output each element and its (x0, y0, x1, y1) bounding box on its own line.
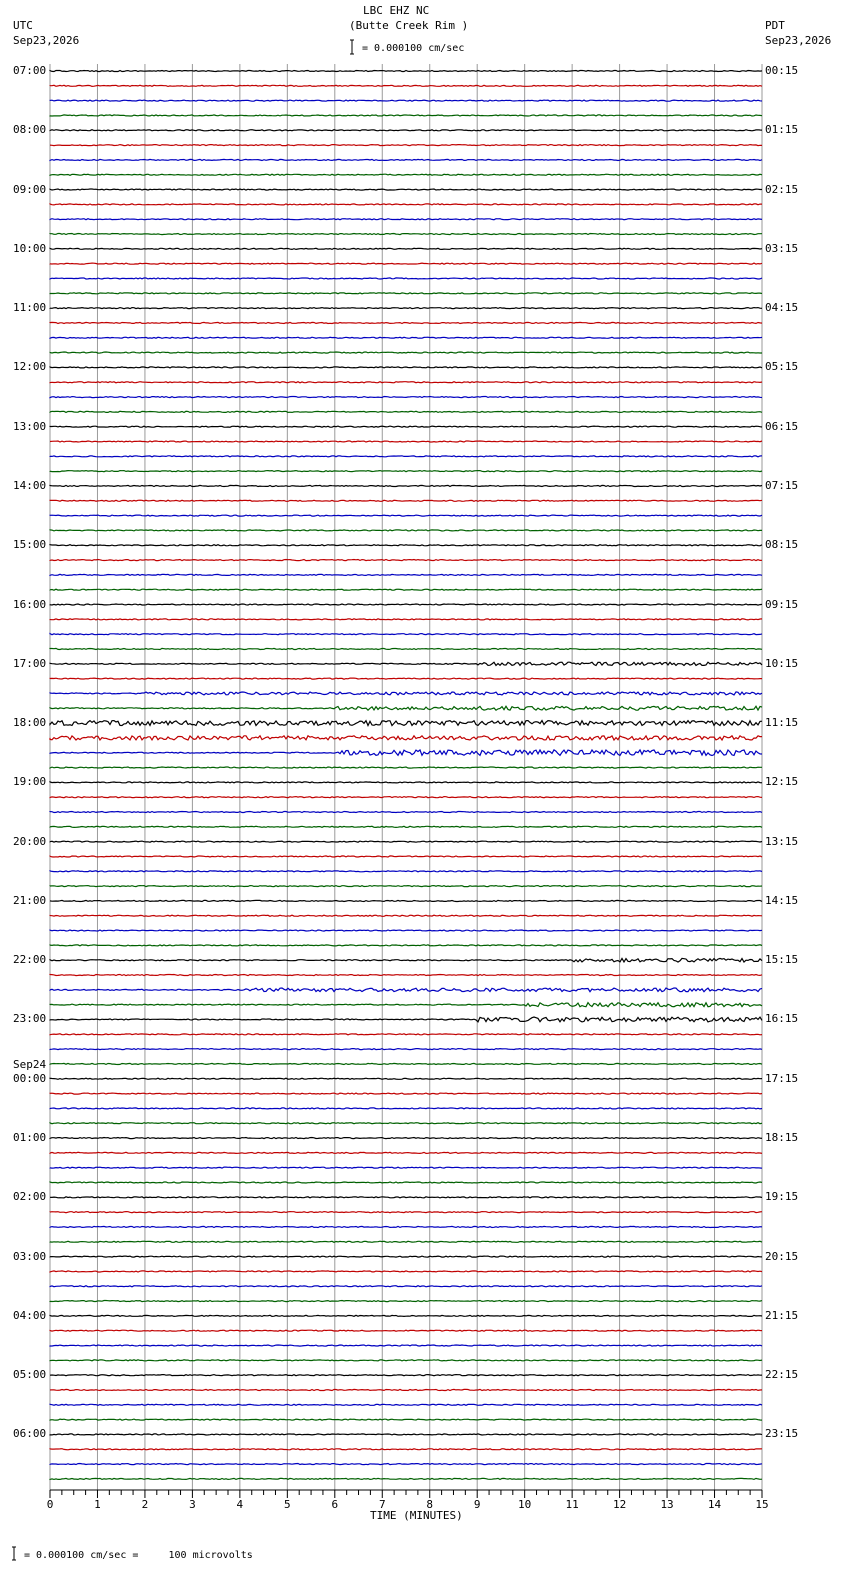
right-date: Sep23,2026 (765, 34, 832, 47)
local-hour-label: 01:15 (765, 123, 799, 137)
trace-line-26 (50, 456, 762, 457)
trace-line-70 (50, 1108, 762, 1109)
scale-label: = 0.000100 cm/sec (362, 43, 465, 54)
trace-line-74 (50, 1167, 762, 1168)
local-hour-label: 03:15 (765, 241, 799, 255)
local-hour-label: 07:15 (765, 478, 799, 492)
trace-line-69 (50, 1093, 762, 1094)
x-tick-label: 1 (94, 1498, 101, 1511)
local-hour-label: 23:15 (765, 1427, 799, 1441)
utc-hour-label: 19:00 (13, 775, 47, 789)
left-timezone: UTC (13, 19, 33, 32)
utc-hour-label: 18:00 (13, 716, 47, 730)
local-hour-label: 05:15 (765, 360, 799, 374)
trace-line-57 (50, 915, 762, 916)
utc-hour-label: 08:00 (13, 123, 47, 137)
local-hour-label: 12:15 (765, 775, 799, 789)
x-tick-label: 3 (189, 1498, 196, 1511)
utc-hour-label: 05:00 (13, 1368, 47, 1382)
trace-line-62 (50, 988, 762, 992)
trace-line-73 (50, 1152, 762, 1153)
trace-line-82 (50, 1286, 762, 1287)
utc-hour-label: 07:00 (13, 64, 47, 77)
utc-hour-label: 16:00 (13, 597, 47, 611)
utc-hour-label: 04:00 (13, 1308, 47, 1322)
trace-line-12 (50, 248, 762, 249)
trace-line-16 (50, 308, 762, 309)
trace-line-49 (50, 797, 762, 798)
trace-line-8 (50, 189, 762, 190)
trace-line-5 (50, 145, 762, 146)
trace-line-90 (50, 1404, 762, 1405)
trace-line-29 (50, 500, 762, 501)
local-hour-label: 11:15 (765, 716, 799, 730)
trace-line-54 (50, 871, 762, 872)
utc-hour-label: 12:00 (13, 360, 47, 374)
trace-line-23 (50, 411, 762, 412)
x-tick-label: 11 (565, 1498, 579, 1511)
trace-line-39 (50, 648, 762, 649)
trace-line-20 (50, 367, 762, 368)
trace-line-2 (50, 100, 762, 101)
trace-line-64 (50, 1017, 762, 1022)
trace-line-38 (50, 634, 762, 635)
utc-hour-label: 02:00 (13, 1190, 47, 1204)
trace-line-52 (50, 841, 762, 842)
local-hour-label: 04:15 (765, 301, 799, 315)
local-hour-label: 21:15 (765, 1308, 799, 1322)
utc-hour-label: 23:00 (13, 1012, 47, 1026)
trace-line-80 (50, 1256, 762, 1257)
trace-line-22 (50, 397, 762, 398)
trace-line-61 (50, 975, 762, 976)
trace-line-0 (50, 71, 762, 72)
x-axis-label: TIME (MINUTES) (370, 1509, 463, 1522)
trace-line-71 (50, 1123, 762, 1124)
utc-hour-label: 20:00 (13, 834, 47, 848)
trace-line-45 (50, 736, 762, 740)
scale-bar-icon (350, 40, 354, 54)
utc-hour-label: 09:00 (13, 182, 47, 196)
local-hour-label: 02:15 (765, 182, 799, 196)
x-tick-label: 14 (707, 1498, 722, 1511)
trace-line-79 (50, 1241, 762, 1242)
trace-line-37 (50, 619, 762, 620)
local-hour-label: 08:15 (765, 538, 799, 552)
trace-line-27 (50, 471, 762, 472)
trace-line-53 (50, 856, 762, 857)
x-tick-label: 2 (141, 1498, 149, 1511)
trace-line-10 (50, 219, 762, 220)
utc-hour-label: 22:00 (13, 953, 47, 967)
local-hour-label: 06:15 (765, 419, 799, 433)
trace-line-36 (50, 604, 762, 605)
utc-hour-label: 03:00 (13, 1249, 47, 1263)
trace-line-31 (50, 530, 762, 531)
trace-line-46 (50, 750, 762, 756)
trace-line-4 (50, 130, 762, 131)
utc-hour-label: 01:00 (13, 1131, 47, 1145)
trace-line-50 (50, 812, 762, 813)
x-tick-label: 13 (660, 1498, 674, 1511)
trace-line-86 (50, 1345, 762, 1346)
trace-line-9 (50, 204, 762, 205)
trace-line-43 (50, 706, 762, 710)
trace-line-34 (50, 574, 762, 575)
trace-line-42 (50, 692, 762, 695)
station-location: (Butte Creek Rim ) (349, 19, 469, 32)
x-tick-label: 4 (236, 1498, 244, 1511)
trace-line-72 (50, 1138, 762, 1139)
trace-line-67 (50, 1063, 762, 1064)
time-axis (47, 1490, 769, 1511)
trace-line-32 (50, 545, 762, 546)
trace-line-13 (50, 263, 762, 264)
trace-line-77 (50, 1212, 762, 1213)
local-hour-label: 20:15 (765, 1249, 799, 1263)
local-hour-label: 15:15 (765, 953, 799, 967)
trace-line-47 (50, 767, 762, 768)
trace-line-60 (50, 958, 762, 962)
x-tick-label: 5 (284, 1498, 291, 1511)
trace-line-51 (50, 826, 762, 827)
x-tick-label: 8 (426, 1498, 434, 1511)
utc-date-change-label: Sep24 (13, 1057, 47, 1071)
trace-line-58 (50, 930, 762, 931)
trace-line-40 (50, 662, 762, 665)
utc-hour-label: 11:00 (13, 301, 47, 315)
local-hour-label: 13:15 (765, 834, 799, 848)
local-hour-label: 10:15 (765, 656, 799, 670)
local-hour-label: 18:15 (765, 1131, 799, 1145)
utc-hour-label: 17:00 (13, 656, 47, 670)
trace-line-11 (50, 234, 762, 235)
trace-line-30 (50, 515, 762, 516)
utc-hour-label: 06:00 (13, 1427, 47, 1441)
trace-lines (50, 71, 762, 1480)
trace-line-18 (50, 337, 762, 338)
local-hour-label: 00:15 (765, 64, 799, 77)
left-date: Sep23,2026 (13, 34, 80, 47)
trace-line-1 (50, 85, 762, 86)
trace-line-83 (50, 1301, 762, 1302)
local-hour-label: 19:15 (765, 1190, 799, 1204)
right-timezone: PDT (765, 19, 785, 32)
trace-line-94 (50, 1464, 762, 1465)
trace-line-68 (50, 1078, 762, 1079)
local-hour-label: 17:15 (765, 1071, 799, 1085)
trace-line-87 (50, 1360, 762, 1361)
trace-line-19 (50, 352, 762, 353)
trace-line-44 (50, 721, 762, 726)
trace-line-7 (50, 174, 762, 175)
trace-line-81 (50, 1271, 762, 1272)
trace-line-14 (50, 278, 762, 279)
trace-line-6 (50, 159, 762, 160)
trace-line-84 (50, 1315, 762, 1316)
x-tick-label: 12 (612, 1498, 627, 1511)
trace-line-21 (50, 382, 762, 383)
station-title: LBC EHZ NC (363, 4, 430, 17)
footer-scale-label: = 0.000100 cm/sec = 100 microvolts (24, 1550, 253, 1561)
trace-line-75 (50, 1182, 762, 1183)
utc-hour-label: 00:00 (13, 1071, 47, 1085)
utc-hour-label: 15:00 (13, 538, 47, 552)
trace-line-3 (50, 115, 762, 116)
trace-line-25 (50, 441, 762, 442)
trace-line-63 (50, 1003, 762, 1007)
trace-line-78 (50, 1226, 762, 1227)
trace-line-66 (50, 1049, 762, 1050)
trace-line-85 (50, 1330, 762, 1331)
local-hour-label: 22:15 (765, 1368, 799, 1382)
trace-line-59 (50, 945, 762, 946)
x-tick-label: 6 (331, 1498, 339, 1511)
trace-line-65 (50, 1034, 762, 1035)
trace-line-35 (50, 589, 762, 590)
x-tick-label: 0 (46, 1498, 54, 1511)
trace-line-93 (50, 1449, 762, 1450)
x-tick-label: 10 (518, 1498, 532, 1511)
utc-hour-label: 21:00 (13, 893, 47, 907)
trace-line-48 (50, 782, 762, 783)
local-hour-label: 09:15 (765, 597, 799, 611)
trace-line-41 (50, 678, 762, 679)
trace-line-28 (50, 485, 762, 486)
utc-hour-label: 14:00 (13, 478, 47, 492)
trace-line-56 (50, 900, 762, 901)
trace-line-17 (50, 322, 762, 323)
trace-line-89 (50, 1389, 762, 1390)
x-tick-label: 9 (473, 1498, 481, 1511)
local-hour-label: 16:15 (765, 1012, 799, 1026)
x-tick-label: 15 (755, 1498, 769, 1511)
utc-hour-label: 10:00 (13, 241, 47, 255)
trace-line-91 (50, 1419, 762, 1420)
x-tick-label: 7 (378, 1498, 386, 1511)
utc-hour-label: 13:00 (13, 419, 47, 433)
trace-line-95 (50, 1478, 762, 1479)
footer-scale-bar-icon (12, 1547, 16, 1560)
trace-line-55 (50, 886, 762, 887)
trace-line-88 (50, 1375, 762, 1376)
trace-line-15 (50, 293, 762, 294)
trace-line-76 (50, 1197, 762, 1198)
trace-line-24 (50, 426, 762, 427)
local-hour-label: 14:15 (765, 893, 799, 907)
trace-line-33 (50, 560, 762, 561)
trace-line-92 (50, 1434, 762, 1435)
